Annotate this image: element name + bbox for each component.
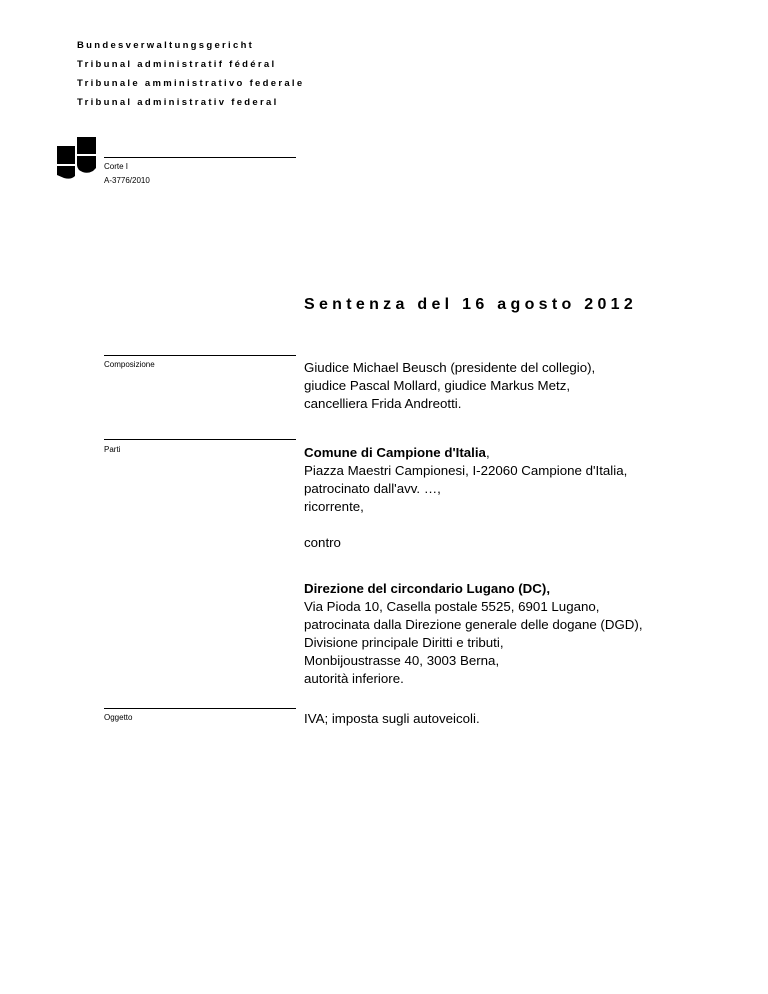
composizione-line: cancelliera Frida Andreotti. xyxy=(304,396,462,411)
section-divider-oggetto xyxy=(104,708,296,709)
composizione-line: Giudice Michael Beusch (presidente del collegio), xyxy=(304,360,596,375)
court-name-rm: Tribunal administrativ federal xyxy=(77,97,279,108)
header-divider xyxy=(104,157,296,158)
respondent-line: patrocinata dalla Direzione generale delle dogane (DGD), xyxy=(304,617,643,632)
composizione-body xyxy=(304,359,595,413)
label-parti: Parti xyxy=(104,445,121,454)
appellant-name-suffix: , xyxy=(485,445,490,460)
respondent-line: Monbijoustrasse 40, 3003 Berna, xyxy=(304,653,500,668)
court-name-fr: Tribunal administratif fédéral xyxy=(77,59,277,70)
judgment-title: Sentenza del 16 agosto 2012 xyxy=(304,296,638,313)
court-names xyxy=(77,39,304,115)
parti-appellant xyxy=(304,444,627,516)
respondent-line: autorità inferiore. xyxy=(304,671,404,686)
appellant-line: ricorrente, xyxy=(304,499,364,514)
respondent-line: Divisione principale Diritti e tributi, xyxy=(304,635,504,650)
label-oggetto: Oggetto xyxy=(104,713,133,722)
appellant-name: Comune di Campione d'Italia xyxy=(304,445,486,460)
appellant-line: patrocinato dall'avv. …, xyxy=(304,481,441,496)
label-composizione: Composizione xyxy=(104,360,155,369)
court-logo-icon xyxy=(57,137,97,179)
section-divider-parti xyxy=(104,439,296,440)
section-divider-composizione xyxy=(104,355,296,356)
appellant-line: Piazza Maestri Campionesi, I-22060 Campione d'Italia, xyxy=(304,463,628,478)
court-name-it: Tribunale amministrativo federale xyxy=(77,78,305,89)
respondent-name: Direzione del circondario Lugano (DC), xyxy=(304,581,551,596)
oggetto-text: IVA; imposta sugli autoveicoli. xyxy=(304,711,480,726)
composizione-line: giudice Pascal Mollard, giudice Markus Metz, xyxy=(304,378,571,393)
case-number: A-3776/2010 xyxy=(104,176,150,185)
versus-text: contro xyxy=(304,535,341,550)
respondent-line: Via Pioda 10, Casella postale 5525, 6901 Lugano, xyxy=(304,599,600,614)
parti-respondent xyxy=(304,580,643,688)
court-division: Corte I xyxy=(104,162,129,171)
court-name-de: Bundesverwaltungsgericht xyxy=(77,40,255,51)
appellant-heading xyxy=(304,444,627,462)
